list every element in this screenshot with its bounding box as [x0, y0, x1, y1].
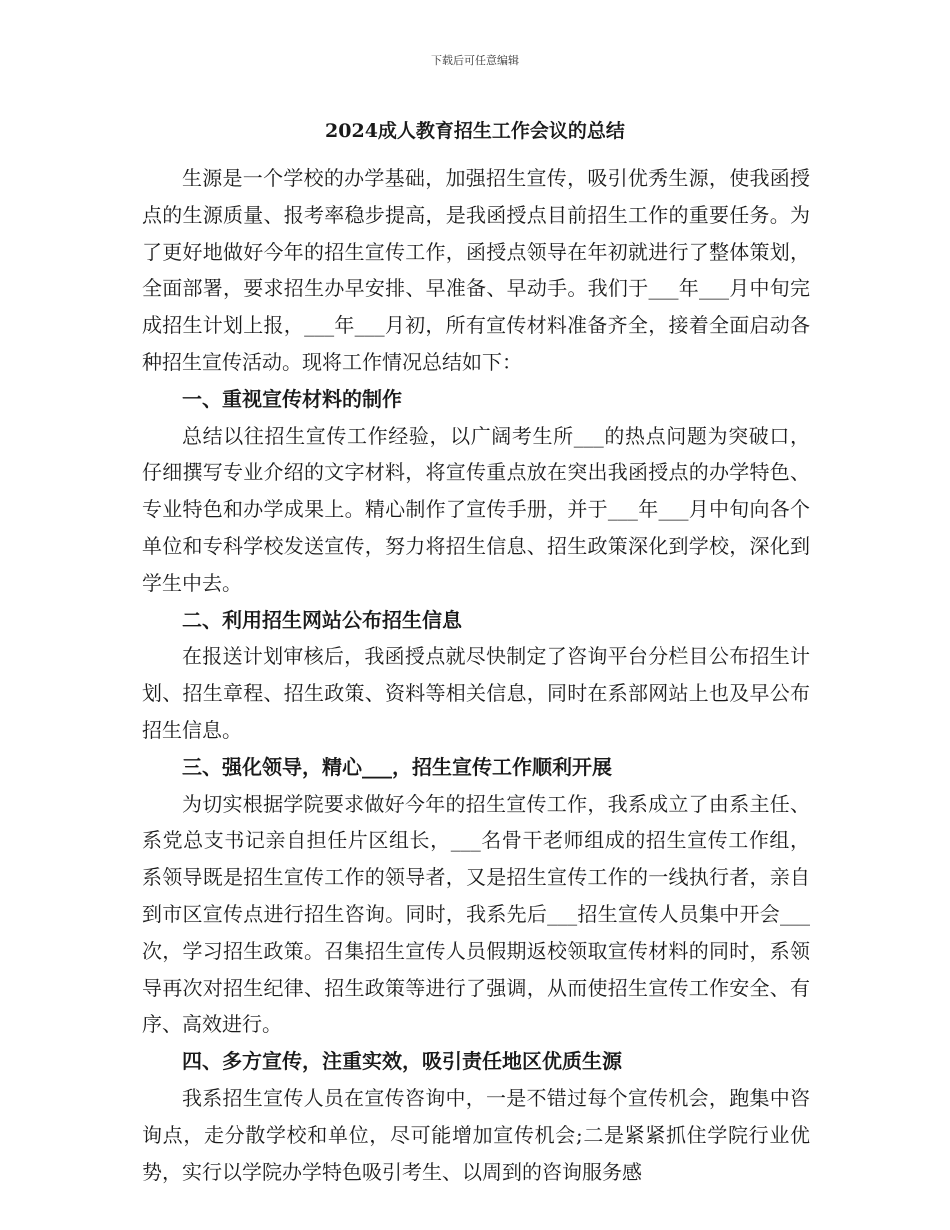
- section-heading-2: 二、利用招生网站公布招生信息: [182, 607, 462, 632]
- paragraph-section-1: 总结以往招生宣传工作经验，以广阔考生所___的热点问题为突破口，仔细撰写专业介绍的文字材料，将宣传重点放在突出我函授点的办学特色、专业特色和办学成果上。精心制作了宣传手册，并于___年___月中旬向各个单位和专科学校发送宣传，努力将招生信息、招生政策深化到学校，深化到学生中去。: [142, 423, 810, 595]
- section-heading-3: 三、强化领导，精心___，招生宣传工作顺利开展: [182, 754, 612, 779]
- document-title: 2024成人教育招生工作会议的总结: [325, 120, 625, 142]
- document-body: [142, 160, 810, 1190]
- paragraph-section-3: 为切实根据学院要求做好今年的招生宣传工作，我系成立了由系主任、系党总支书记亲自担任片区组长，___名骨干老师组成的招生宣传工作组，系领导既是招生宣传工作的领导者，又是招生宣传工作的一线执行者，亲自到市区宣传点进行招生咨询。同时，我系先后___招生宣传人员集中开会___次，学习招生政策。召集招生宣传人员假期返校领取宣传材料的同时，系领导再次对招生纪律、招生政策等进行了强调，从而使招生宣传工作安全、有序、高效进行。: [142, 791, 810, 1037]
- section-heading-4: 四、多方宣传，注重实效，吸引责任地区优质生源: [182, 1049, 622, 1074]
- section-heading-1: 一、重视宣传材料的制作: [182, 386, 402, 411]
- paragraph-intro: 生源是一个学校的办学基础，加强招生宣传，吸引优秀生源，使我函授点的生源质量、报考率稳步提高，是我函授点目前招生工作的重要任务。为了更好地做好今年的招生宣传工作，函授点领导在年初就进行了整体策划，全面部署，要求招生办早安排、早准备、早动手。我们于___年___月中旬完成招生计划上报，___年___月初，所有宣传材料准备齐全，接着全面启动各种招生宣传活动。现将工作情况总结如下：: [142, 166, 810, 374]
- paragraph-section-2: 在报送计划审核后，我函授点就尽快制定了咨询平台分栏目公布招生计划、招生章程、招生政策、资料等相关信息，同时在系部网站上也及早公布招生信息。: [142, 644, 810, 742]
- header-note: 下载后可任意编辑: [431, 54, 519, 67]
- paragraph-section-4: 我系招生宣传人员在宣传咨询中，一是不错过每个宣传机会，跑集中咨询点，走分散学校和单位，尽可能增加宣传机会;二是紧紧抓住学院行业优势，实行以学院办学特色吸引考生、以周到的咨询服务感: [142, 1085, 810, 1184]
